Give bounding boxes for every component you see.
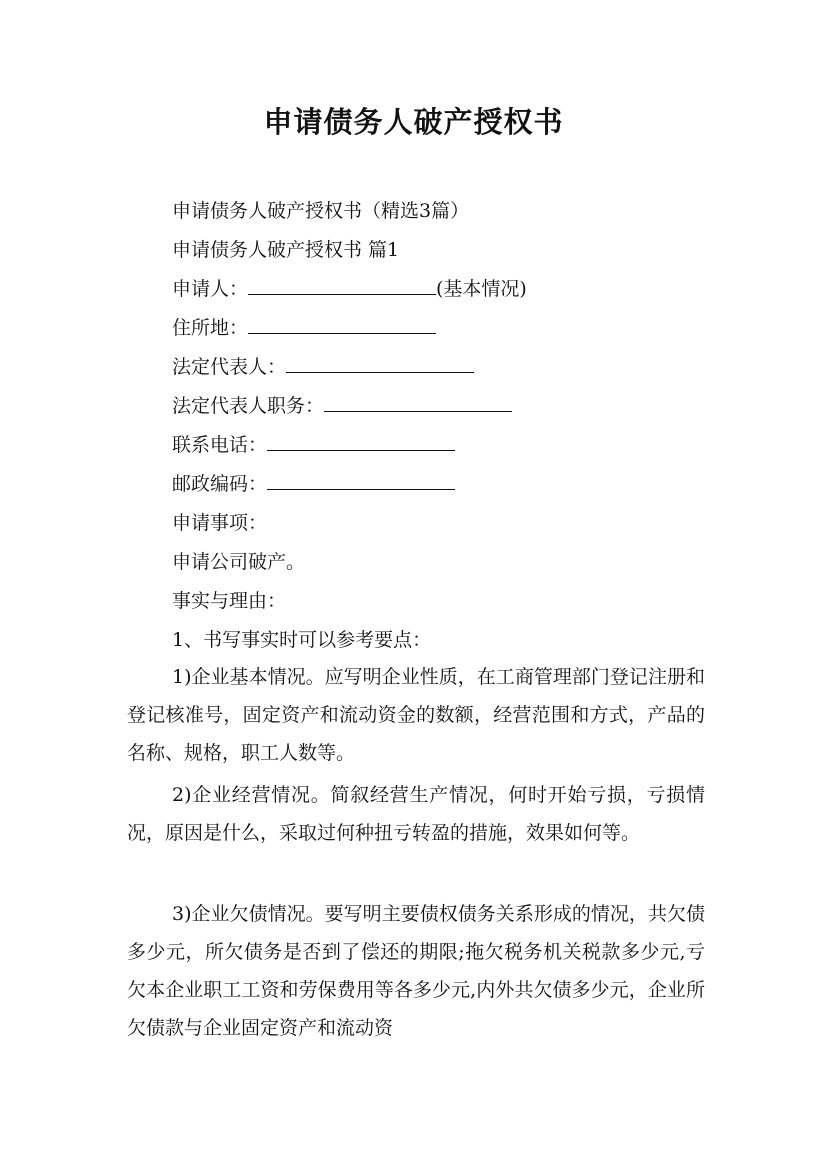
- request-text: 申请公司破产。: [172, 551, 306, 573]
- paragraph-company-basics: 1)企业基本情况。应写明企业性质，在工商管理部门登记注册和登记核准号，固定资产和流动资金的数额，经营范围和方式，产品的名称、规格，职工人数等。: [127, 666, 705, 764]
- phone-blank: [267, 432, 455, 451]
- applicant-blank: [248, 276, 436, 295]
- legal-rep-title-line: [172, 393, 512, 419]
- legal-rep-title-label: 法定代表人职务：: [172, 395, 325, 417]
- facts-label: 事实与理由：: [172, 590, 287, 612]
- legal-rep-label: 法定代表人：: [172, 356, 287, 378]
- document-subtitle: 申请债务人破产授权书（精选3篇）: [172, 200, 470, 222]
- point-1: 1、书写事实时可以参考要点：: [172, 629, 432, 651]
- phone-label: 联系电话：: [172, 434, 268, 456]
- phone-line: [172, 432, 455, 458]
- address-label: 住所地：: [172, 317, 249, 339]
- applicant-label: 申请人：: [172, 278, 249, 300]
- legal-rep-blank: [286, 354, 474, 373]
- address-blank: [248, 315, 436, 334]
- postcode-line: [172, 471, 455, 497]
- postcode-blank: [267, 471, 455, 490]
- postcode-label: 邮政编码：: [172, 473, 268, 495]
- applicant-note: (基本情况): [436, 278, 527, 300]
- legal-rep-title-blank: [324, 393, 512, 412]
- paragraph-company-operations: 2)企业经营情况。简叙经营生产情况，何时开始亏损，亏损情况，原因是什么，采取过何种扭亏转盈的措施，效果如何等。: [127, 784, 705, 844]
- address-line: [172, 315, 436, 341]
- legal-rep-line: [172, 354, 474, 380]
- document-title: 申请债务人破产授权书: [263, 105, 564, 139]
- section-heading: 申请债务人破产授权书 篇1: [172, 239, 400, 261]
- applicant-line: [172, 276, 527, 302]
- request-label: 申请事项：: [172, 512, 268, 534]
- paragraph-company-debts: 3)企业欠债情况。要写明主要债权债务关系形成的情况，共欠债多少元，所欠债务是否到了偿还的期限;拖欠税务机关税款多少元,亏欠本企业职工工资和劳保费用等各多少元,内外共欠债多少元，企业所欠债款与企业固定资产和流动资: [127, 903, 705, 1039]
